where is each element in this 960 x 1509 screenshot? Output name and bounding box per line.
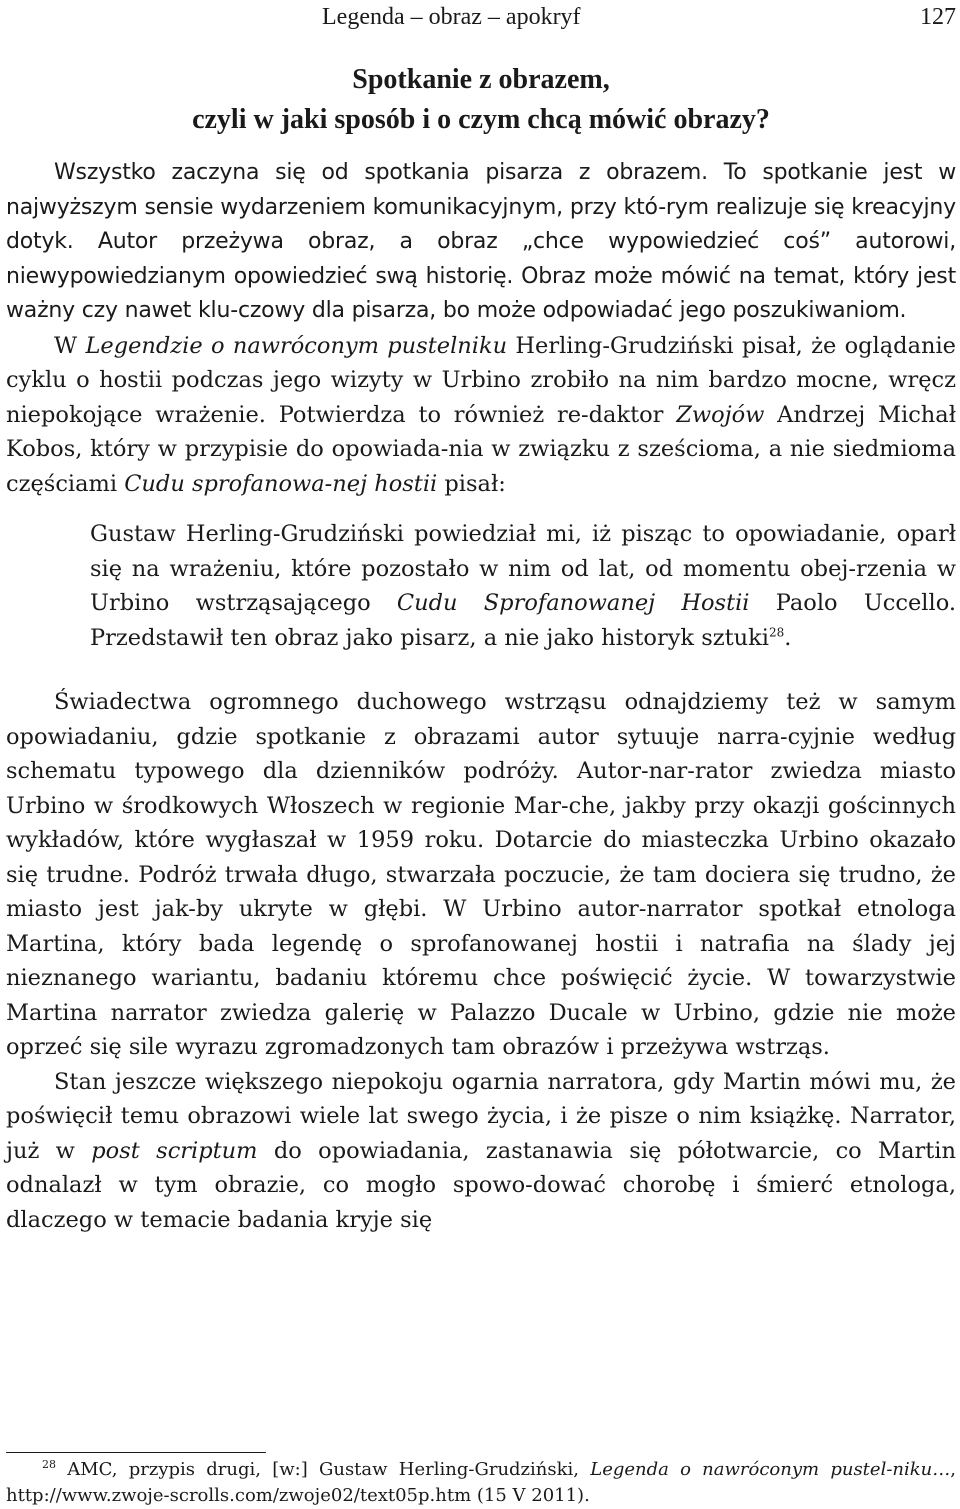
paragraph-2-text-3: Andrzej Michał Kobos, który w przypisie do opowiada-nia w związku z sześcioma, a nie siedmioma częściami [6, 401, 957, 497]
paragraph-4-text-1: Stan jeszcze większego niepokoju ogarnia narratora, gdy Martin mówi mu, że poświęcił temu obrazowi wiele lat swego życia, i że pisze o nim książkę. Narrator, już w [6, 1068, 956, 1164]
quote-text-1: Gustaw Herling-Grudziński powiedział mi, iż pisząc to opowiadanie, oparł się na wrażeniu, które pozostało w nim od lat, od momentu obej-rzenia w Urbino wstrząsającego [90, 521, 956, 616]
paragraph-4-text-2: do opowiadania, zastanawia się półotwarcie, co Martin odnalazł w tym obrazie, co mogło spowo-dować chorobę i śmierć etnologa, dlaczego w temacie badania kryje się [6, 1137, 956, 1233]
work-title-zwoje: Zwojów [676, 401, 765, 428]
paragraph-3: Świadectwa ogromnego duchowego wstrząsu odnajdziemy też w samym opowiadaniu, gdzie spotkanie z obrazami autor sytuuje narra-cyjnie według schematu typowego dla dzienników podróży. Autor-nar-rator zwiedza miasto Urbino w środkowych Włoszech w regionie Mar-che, jakby przy okazji gościnnych wykładów, które wygłaszał w 1959 roku. Dotarcie do miasteczka Urbino okazało się trudne. Podróż trwała długo, stwarzała poczucie, że tam dociera się trudno, że miasto jest jak-by ukryte w głębi. W Urbino autor-narrator spotkał etnologa Martina, który bada legendę o sprofanowanej hostii i natrafia na ślady jej nieznanego wariantu, badaniu któremu chce poświęcić życie. W towarzystwie Martina narrator zwiedza galerię w Palazzo Ducale w Urbino, gdzie nie może oprzeć się sile wyrazu zgromadzonych tam obrazów i przeżywa wstrząs. [6, 689, 956, 1060]
footnote-28 [6, 1457, 956, 1509]
section-title-line-2: czyli w jaki sposób i o czym chcą mówić obrazy? [192, 104, 770, 135]
document-page [6, 0, 957, 1506]
footnote-reference[interactable]: 28 [768, 625, 785, 639]
quote-text-3: . [784, 624, 792, 651]
paragraph-2-text-1: W [54, 332, 86, 359]
running-header [6, 0, 956, 38]
footnote-work-title: Legenda o nawróconym pustel-niku… [590, 1459, 951, 1480]
paragraph-2 [6, 329, 956, 502]
work-title-legenda: Legendzie o nawróconym pustelniku [85, 332, 508, 359]
footnote-divider [6, 1452, 266, 1453]
footnotes [6, 1452, 956, 1509]
footnote-text-2: , http://www.zwoje-scrolls.com/zwoje02/text05p.htm (15 V 2011). [6, 1459, 956, 1506]
paragraph-1: Wszystko zaczyna się od spotkania pisarza z obrazem. To spotkanie jest w najwyższym sensie wydarzeniem komunikacyjnym, przy któ-rym realizuje się kreacyjny dotyk. Autor przeżywa obraz, a obraz „chce wypowiedzieć coś” autorowi, niewypowiedzianym opowiedzieć swą historię. Obraz może mówić na temat, który jest ważny czy nawet klu-czowy dla pisarza, bo może odpowiadać jego poszukiwaniom. [6, 160, 956, 323]
paragraph-2-text-4: pisał: [437, 470, 506, 497]
post-scriptum-term: post scriptum [91, 1137, 258, 1164]
quote-text-2: Paolo Uccello. Przedstawił ten obraz jako pisarz, a nie jako historyk sztuki [90, 590, 956, 651]
body-text [6, 156, 956, 1237]
running-title: Legenda – obraz – apokryf [322, 4, 581, 30]
page-number: 127 [920, 4, 956, 30]
work-title-cud: Cudu sprofanowa-nej hostii [124, 470, 438, 497]
quote-work-title: Cudu Sprofanowanej Hostii [396, 590, 750, 616]
section-title [6, 60, 956, 140]
paragraph-4 [6, 1065, 956, 1238]
footnote-text-1: AMC, przypis drugi, [w:] Gustaw Herling-Grudziński, [56, 1459, 591, 1480]
footnote-number: 28 [42, 1458, 56, 1471]
quote-paragraph [90, 517, 956, 655]
block-quote [90, 517, 956, 655]
section-title-line-1: Spotkanie z obrazem, [352, 64, 610, 95]
paragraph-2-text-2: Herling-Grudziński pisał, że oglądanie cyklu o hostii podczas jego wizyty w Urbino zrobiło na nim bardzo mocne, wręcz niepokojące wrażenie. Potwierdza to również re-daktor [6, 332, 956, 428]
